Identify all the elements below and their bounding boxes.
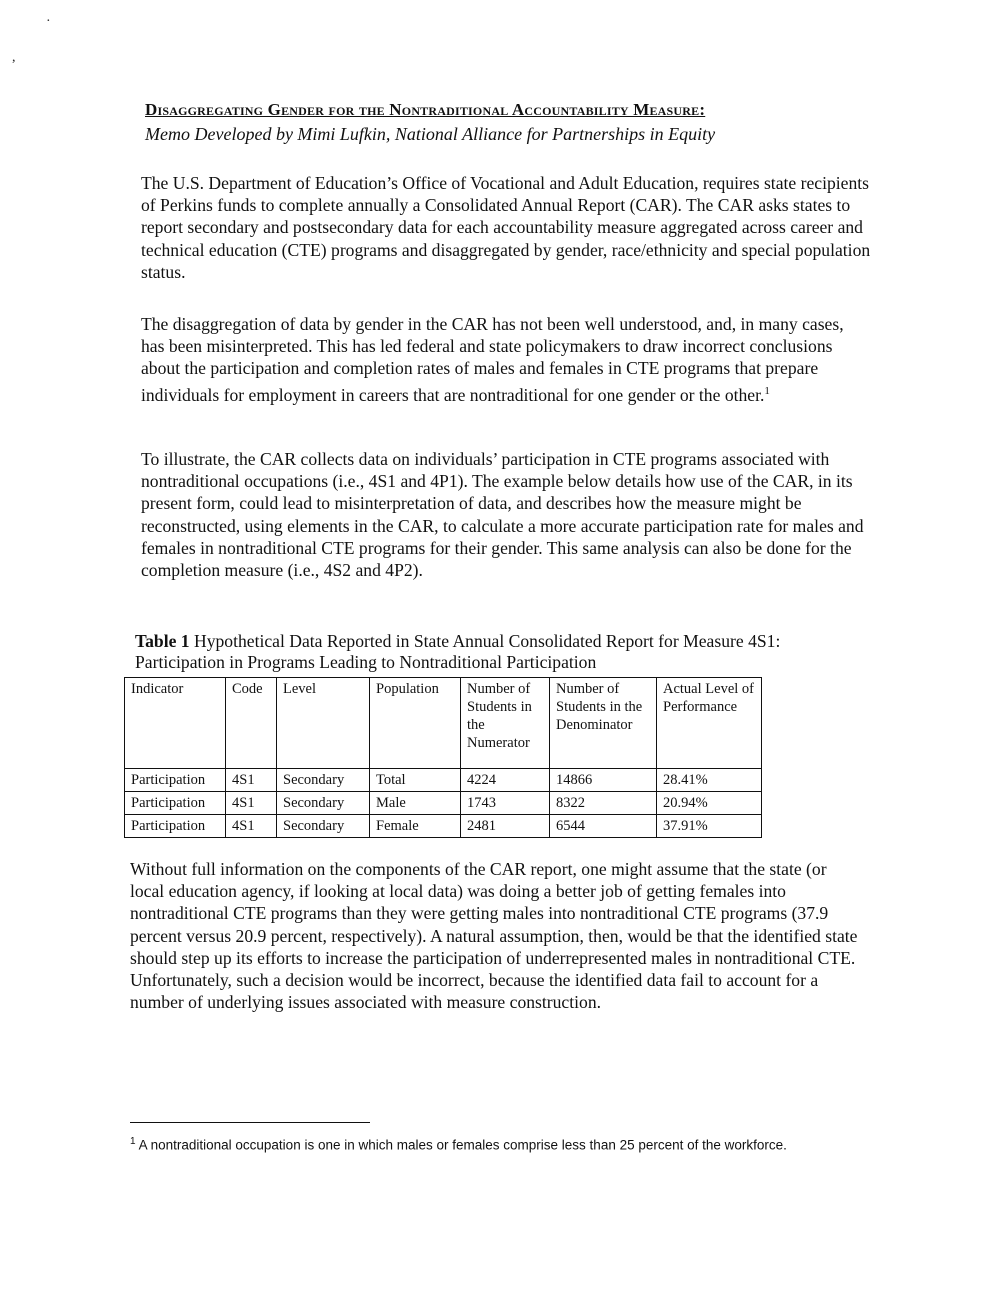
footnote-divider xyxy=(130,1122,370,1123)
cell-population: Male xyxy=(370,792,461,815)
scan-speck: , xyxy=(12,50,16,65)
cell-denominator: 14866 xyxy=(550,769,657,792)
footnote-marker: 1 xyxy=(130,1136,136,1147)
table-caption xyxy=(135,631,855,673)
paragraph-intro: The U.S. Department of Education’s Office of Vocational and Adult Education, requires state recipients of Perkins funds to complete annually a Consolidated Annual Report (CAR). The CAR asks states to report secondary and postsecondary data for each accountability measure aggregated across career and technical education (CTE) programs and disaggregated by gender, race/ethnicity and special population status. xyxy=(141,173,871,282)
cell-indicator: Participation xyxy=(125,815,226,838)
cell-code: 4S1 xyxy=(226,792,277,815)
header-indicator: Indicator xyxy=(125,678,226,769)
footnote xyxy=(130,1133,830,1155)
cell-population: Total xyxy=(370,769,461,792)
table-caption-label: Table 1 xyxy=(135,631,190,651)
cell-indicator: Participation xyxy=(125,769,226,792)
paragraph-text: The disaggregation of data by gender in the CAR has not been well understood, and, in many cases, has been misinterpreted. This has led federal and state policymakers to draw incorrect conclusions about the participation and completion rates of males and females in CTE programs that prepare individuals for employment in careers that are nontraditional for one gender or the other. xyxy=(141,314,844,405)
paragraph-analysis: Without full information on the components of the CAR report, one might assume that the state (or local education agency, if looking at local data) was doing a better job of getting females into nontraditional CTE programs than they were getting males into nontraditional CTE programs (37.9 percent versus 20.9 percent, respectively). A natural assumption, then, would be that the identified state should step up its efforts to increase the participation of underrepresented males in nontraditional CTE. Unfortunately, such a decision would be incorrect, because the identified data fail to account for a number of underlying issues associated with measure construction. xyxy=(130,859,858,1013)
cell-code: 4S1 xyxy=(226,769,277,792)
header-population: Population xyxy=(370,678,461,769)
cell-denominator: 6544 xyxy=(550,815,657,838)
table-caption-text: Hypothetical Data Reported in State Annual Consolidated Report for Measure 4S1: Participation in Programs Leading to Nontraditional Participation xyxy=(135,631,781,672)
participation-table xyxy=(124,677,762,838)
header-denominator: Number of Students in the Denominator xyxy=(550,678,657,769)
cell-performance: 28.41% xyxy=(657,769,762,792)
header-performance: Actual Level of Performance xyxy=(657,678,762,769)
table-row xyxy=(125,815,762,838)
memo-title: Disaggregating Gender for the Nontraditional Accountability Measure: xyxy=(145,100,706,119)
cell-denominator: 8322 xyxy=(550,792,657,815)
table-row xyxy=(125,769,762,792)
paragraph-illustration: To illustrate, the CAR collects data on individuals’ participation in CTE programs associated with nontraditional occupations (i.e., 4S1 and 4P1). The example below details how use of the CAR, in its present form, could lead to misinterpretation of data, and describes how the measure might be reconstructed, using elements in the CAR, to calculate a more accurate participation rate for males and females in nontraditional CTE programs for their gender. This same analysis can also be done for the completion measure (i.e., 4S2 and 4P2). xyxy=(141,449,864,581)
cell-indicator: Participation xyxy=(125,792,226,815)
cell-numerator: 1743 xyxy=(461,792,550,815)
cell-performance: 20.94% xyxy=(657,792,762,815)
cell-numerator: 2481 xyxy=(461,815,550,838)
cell-performance: 37.91% xyxy=(657,815,762,838)
scan-speck: · xyxy=(46,14,51,29)
cell-numerator: 4224 xyxy=(461,769,550,792)
header-numerator: Number of Students in the Numerator xyxy=(461,678,550,769)
header-code: Code xyxy=(226,678,277,769)
cell-code: 4S1 xyxy=(226,815,277,838)
paragraph-disaggregation xyxy=(141,313,871,406)
header-level: Level xyxy=(277,678,370,769)
cell-level: Secondary xyxy=(277,769,370,792)
footnote-reference: 1 xyxy=(764,384,770,397)
table-header-row xyxy=(125,678,762,769)
footnote-text: A nontraditional occupation is one in which males or females comprise less than 25 percent of the workforce. xyxy=(138,1137,787,1153)
memo-subtitle: Memo Developed by Mimi Lufkin, National Alliance for Partnerships in Equity xyxy=(145,124,716,144)
cell-population: Female xyxy=(370,815,461,838)
table-row xyxy=(125,792,762,815)
cell-level: Secondary xyxy=(277,792,370,815)
cell-level: Secondary xyxy=(277,815,370,838)
